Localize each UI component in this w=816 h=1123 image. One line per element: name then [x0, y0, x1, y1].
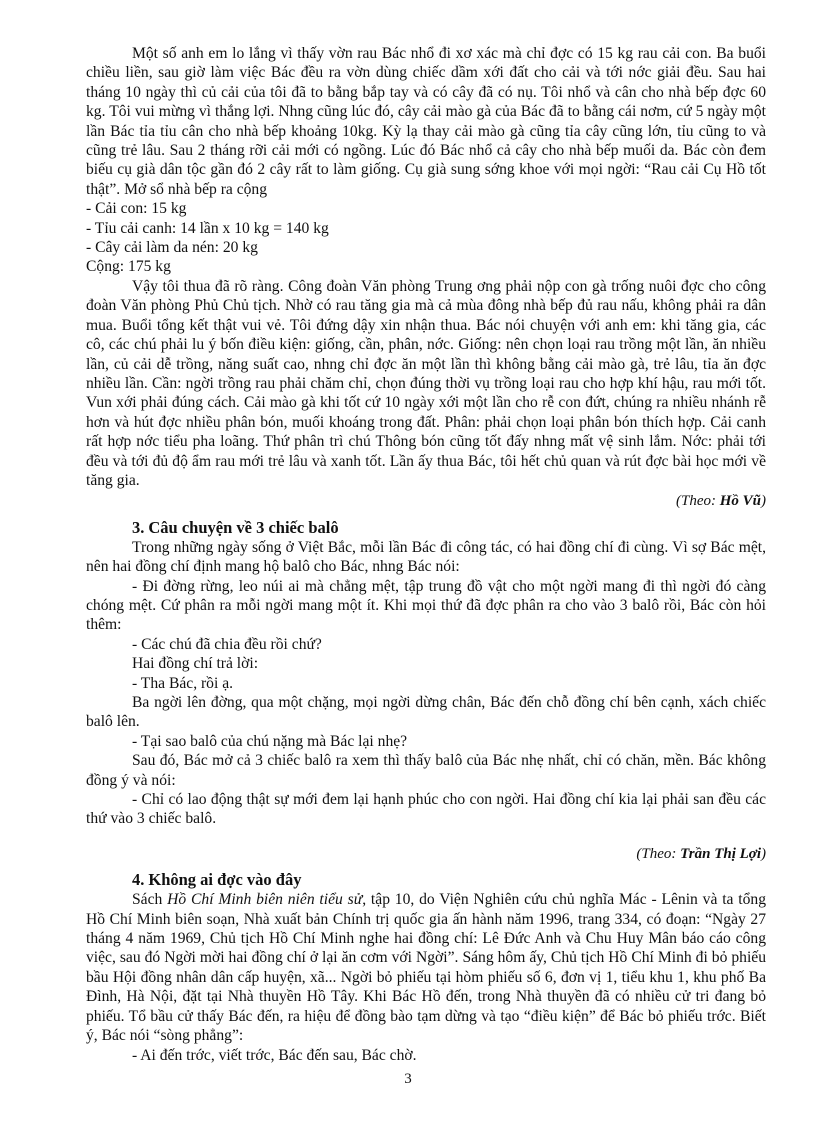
source-author: Trần Thị Lợi	[680, 845, 761, 862]
p1-rest: , tập 10, do Viện Nghiên cứu chủ nghĩa Mác - Lênin và ta tổng Hồ Chí Minh biên soạn, Nhà xuất bản Chính trị quốc gia ấn hành năm 1996, trang 334, có đoạn: “Ngày 27 tháng 4 năm 1969, Chủ tịch Hồ Chí Minh nghe hai đồng chí: Lê Đức Anh và Chu Huy Mân báo cáo công việc, sau đó Ngời mời hai đồng chí ở lại ăn cơm với Ngời”. Sáng hôm ấy, Chủ tịch Hồ Chí Minh đi bỏ phiếu bầu Hội đồng nhân dân cấp huyện, xã... Ngời bỏ phiếu tại hòm phiếu số 6, đơn vị 1, tiểu khu 1, khu phố Ba Đình, Hà Nội, đặt tại Nhà thuyền Hồ Tây. Khi Bác Hồ đến, trong Nhà thuyền đã có nhiều cử tri đang bỏ phiếu. Tổ bầu cử thấy Bác đến, ra hiệu để đồng bào tạm dừng và tạo “điều kiện” để Bác bỏ phiếu trớc. Biết ý, Bác nói “sòng phẳng”:	[86, 891, 767, 1045]
story3-paragraph: Hai đồng chí trả lời:	[132, 655, 259, 673]
story4-title: Không ai đợc vào đây	[148, 870, 302, 890]
story4-paragraph-1	[86, 890, 766, 1045]
story3-paragraph: Trong những ngày sống ở Việt Bắc, mỗi lần Bác đi công tác, có hai đồng chí đi cùng. Vì sợ Bác mệt, nên hai đồng chí định mang hộ balô cho Bác, nhng Bác nói:	[86, 538, 766, 576]
source-prefix: (Theo:	[636, 845, 681, 862]
book-title: Hồ Chí Minh biên niên tiểu sử	[167, 891, 363, 909]
p1-lead: Sách	[132, 891, 168, 909]
tally-line-3: - Cây cải làm da nén: 20 kg	[86, 239, 258, 257]
story3-title: Câu chuyện về 3 chiếc balô	[148, 517, 339, 537]
story4-paragraph-2: - Ai đến trớc, viết trớc, Bác đến sau, Bác chờ.	[132, 1046, 417, 1064]
tally-total: Cộng: 175 kg	[86, 258, 171, 276]
tally-line-1: - Cải con: 15 kg	[86, 200, 187, 218]
story3-paragraph: - Các chú đã chia đều rồi chứ?	[132, 635, 322, 653]
story3-paragraph: Ba ngời lên đờng, qua một chặng, mọi ngời dừng chân, Bác đến chỗ đồng chí bên cạnh, xách chiếc balô lên.	[86, 694, 766, 731]
story4-number: 4.	[132, 870, 145, 890]
story2-paragraph-1: Một số anh em lo lắng vì thấy vờn rau Bác nhổ đi xơ xác mà chỉ đợc có 15 kg rau cải con. Ba buổi chiều liền, sau giờ làm việc Bác đều ra vờn dùng chiếc dầm xới đất cho cải và tới nớc giải đều. Sau hai tháng 10 ngày thì củ cải của tôi đã to bằng bắp tay và có cây đã có nụ. Tôi nhổ và cân cho nhà bếp đợc 60 kg. Tôi vui mừng vì thắng lợi. Nhng cũng lúc đó, cây cải mào gà của Bác đã to bằng cái nơm, cứ 5 ngày một lần Bác tỉa tỉu cân cho nhà bếp khoảng 10kg. Kỳ lạ thay cải mào gà cũng tỉa cây cũng lớn, tỉu cũng to và cũng trẻ lâu. Sau 2 tháng rỡi cải mới có ngồng. Lúc đó Bác nhổ cả cây cho nhà bếp muối da. Bác còn đem biếu cụ già dân tộc gần đó 2 cây rất to làm giống. Cụ già sung sớng khoe với mọi ngời: “Rau cải Cụ Hồ tốt thật”. Mở sổ nhà bếp ra cộng	[86, 45, 766, 198]
story3-paragraph: Sau đó, Bác mở cả 3 chiếc balô ra xem thì thấy balô của Bác nhẹ nhất, chỉ có chăn, mền. Bác không đồng ý và nói:	[86, 752, 766, 789]
story3-paragraph: - Tại sao balô của chú nặng mà Bác lại nhẹ?	[132, 732, 408, 750]
spacer	[86, 829, 766, 843]
source-suffix: )	[761, 493, 766, 510]
tally-line-2: - Tỉu cải canh: 14 lần x 10 kg = 140 kg	[86, 219, 329, 237]
story3-heading	[132, 518, 766, 538]
story4-heading	[132, 870, 766, 890]
story3-number: 3.	[132, 517, 145, 537]
source-suffix: )	[761, 845, 766, 862]
story3-paragraph: - Tha Bác, rồi ạ.	[132, 674, 234, 692]
source-prefix: (Theo:	[675, 493, 720, 510]
story2-paragraph-2: Vậy tôi thua đã rõ ràng. Công đoàn Văn phòng Trung ơng phải nộp con gà trống nuôi đợc cho công đoàn Văn phòng Phủ Chủ tịch. Nhờ có rau tăng gia mà cả mùa đông nhà bếp đủ rau nấu, không phải ra dân mua. Buổi tổng kết thật vui vẻ. Tôi đứng dậy xin nhận thua. Bác nói chuyện với anh em: khi tăng gia, các cô, các chú phải lu ý bốn điều kiện: giống, cần, phân, nớc. Giống: nên chọn loại rau trồng một lần, ăn nhiều lần, củ cải dễ trồng, năng suất cao, nhng chỉ đợc ăn một lần thì không bằng cải mào gà, trẻ lâu, tỉa ăn đợc nhiều lần. Cần: ngời trồng rau phải chăm chỉ, chọn đúng thời vụ trồng loại rau cho hợp khí hậu, rau mới tốt. Vun xới phải đúng cách. Cải mào gà khi tốt cứ 10 ngày xới một lần cho rễ con đứt, chúng ra nhiều nhánh rễ hơn và hút đợc nhiều phân bón, muối khoáng trong đất. Phân: phải chọn loại phân bón thích hợp. Cải canh rất hợp nớc tiểu pha loãng. Thứ phân trì chú Thông bón cũng tốt đấy nhng mất vệ sinh lắm. Nớc: phải tới đều và tới đủ độ ẩm rau mới trẻ lâu và xanh tốt. Lần ấy thua Bác, tôi hết chủ quan và rút đợc bài học mới về tăng gia.	[86, 277, 766, 489]
story3-paragraph: - Chỉ có lao động thật sự mới đem lại hạnh phúc cho con ngời. Hai đồng chí kia lại phải san đều các thứ vào 3 chiếc balô.	[86, 791, 766, 828]
story3-paragraph: - Đi đờng rừng, leo núi ai mà chẳng mệt, tập trung đồ vật cho một ngời mang đi thì ngời đó càng chóng mệt. Cứ phân ra mỗi ngời mang một ít. Khi mọi thứ đã đợc phân ra cho vào 3 balô rồi, Bác còn hỏi thêm:	[86, 577, 766, 634]
document-page	[86, 44, 766, 1065]
story2-source	[86, 492, 766, 511]
page-number: 3	[404, 1071, 412, 1087]
source-author: Hồ Vũ	[719, 493, 761, 510]
story3-source	[86, 845, 766, 864]
